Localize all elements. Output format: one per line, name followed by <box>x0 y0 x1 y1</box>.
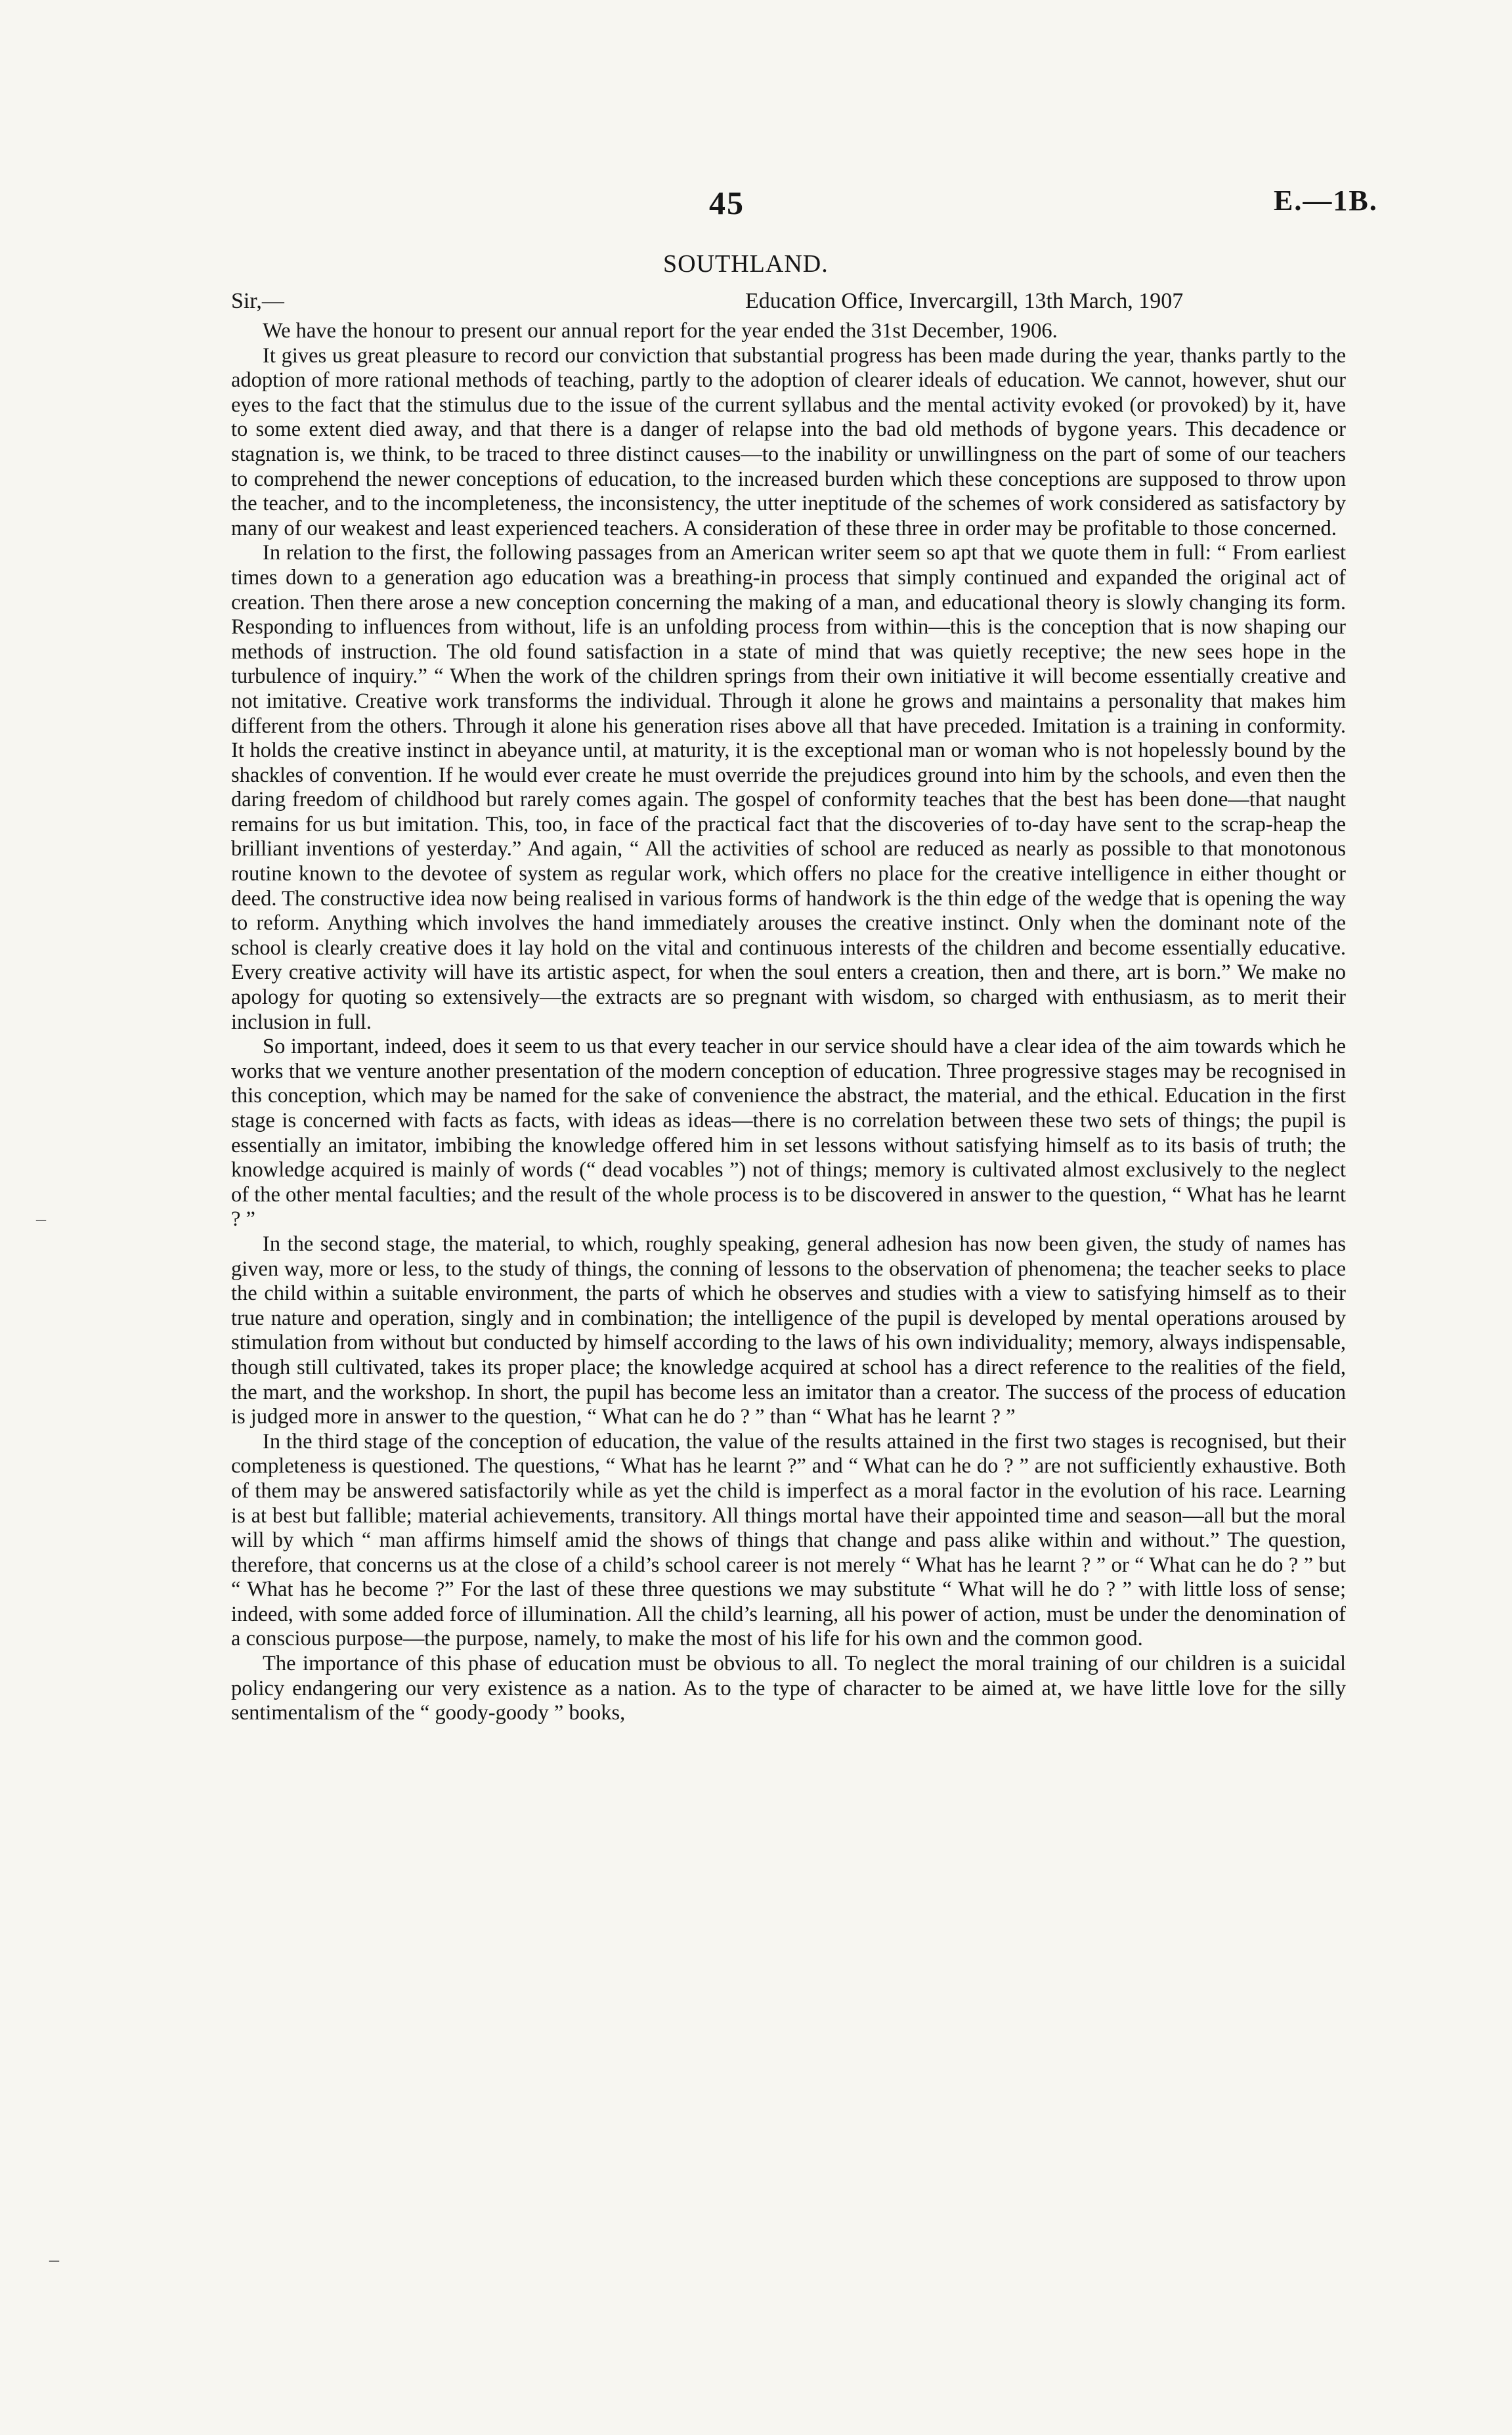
paragraph: In the second stage, the material, to which, roughly speaking, general adhesion has now been given, the study of names has given way, more or less, to the study of things, the conning of lessons to the observation of phenomena; the teacher seeks to place the child within a suitable environment, the parts of which he observes and studies with a view to satisfying himself as to their true nature and operation, singly and in combination; the intelligence of the pupil is developed by mental operations aroused by stimulation from without but conducted by himself according to the laws of his own individuality; memory, always indispensable, though still cultivated, takes its proper place; the knowledge acquired at school has a direct reference to the realities of the field, the mart, and the workshop. In short, the pupil has become less an imitator than a creator. The success of the process of education is judged more in answer to the question, “ What can he do ? ” than “ What has he learnt ? ” <box>231 1232 1346 1429</box>
page-number: 45 <box>709 184 745 221</box>
paragraph: It gives us great pleasure to record our conviction that substantial progress has been made during the year, thanks partly to the adoption of more rational methods of teaching, partly to the adoption of clearer ideals of education. We cannot, however, shut our eyes to the fact that the stimulus due to the issue of the current syllabus and the mental activity evoked (or provoked) by it, have to some extent died away, and that there is a danger of relapse into the bad old methods of bygone years. This decadence or stagnation is, we think, to be traced to three distinct causes—to the inability or unwillingness on the part of some of our teachers to comprehend the newer conceptions of education, to the increased burden which these conceptions are supposed to throw upon the teacher, and to the incompleteness, the inconsistency, the utter ineptitude of the schemes of work considered as satisfactory by many of our weakest and least experienced teachers. A consideration of these three in order may be profitable to those concerned. <box>231 343 1346 540</box>
paragraph: In the third stage of the conception of education, the value of the results attained in the first two stages is recognised, but their completeness is questioned. The questions, “ What has he learnt ?” and “ What can he do ? ” are not sufficiently exhaustive. Both of them may be answered satisfactorily while as yet the child is imperfect as a moral factor in the evolution of his race. Learning is at best but fallible; material achievements, transitory. All things mortal have their appointed time and season—all but the moral will by which “ man affirms himself amid the shows of things that change and pass alike within and without.” The question, therefore, that concerns us at the close of a child’s school career is not merely “ What has he learnt ? ” or “ What can he do ? ” but “ What has he become ?” For the last of these three questions we may substitute “ What will he do ? ” with little loss of sense; indeed, with some added force of illumination. All the child’s learning, all his power of action, must be under the denomination of a conscious purpose—the purpose, namely, to make the most of his life for his own and the common good. <box>231 1429 1346 1651</box>
paragraph: So important, indeed, does it seem to us that every teacher in our service should have a clear idea of the aim towards which he works that we venture another presentation of the modern conception of education. Three progressive stages may be recognised in this conception, which may be named for the sake of convenience the abstract, the material, and the ethical. Education in the first stage is concerned with facts as facts, with ideas as ideas—there is no correlation between these two sets of things; the pupil is essentially an imitator, imbibing the knowledge offered him in set lessons without satisfying himself as to its basis of truth; the knowledge acquired is mainly of words (“ dead vocables ”) not of things; memory is cultivated almost exclusively to the neglect of the other mental faculties; and the result of the whole process is to be discovered in answer to the question, “ What has he learnt ? ” <box>231 1035 1346 1232</box>
margin-dash: – <box>36 1208 46 1230</box>
dateline: Education Office, Invercargill, 13th March, 1907 <box>745 289 1184 313</box>
report-body <box>231 319 1346 1726</box>
paragraph: The importance of this phase of education must be obvious to all. To neglect the moral training of our children is a suicidal policy endangering our very existence as a nation. As to the type of character to be aimed at, we have little love for the silly sentimentalism of the “ goody-goody ” books, <box>231 1652 1346 1725</box>
paper-reference: E.—1B. <box>1274 184 1378 217</box>
paragraph: We have the honour to present our annual report for the year ended the 31st December, 1906. <box>263 319 1058 343</box>
margin-dash: – <box>49 2249 59 2270</box>
section-heading: SOUTHLAND. <box>663 250 829 278</box>
salutation: Sir,— <box>231 289 284 313</box>
paragraph: In relation to the first, the following passages from an American writer seem so apt that we quote them in full: “ From earliest times down to a generation ago education was a breathing-in process that simply continued and expanded the original act of creation. Then there arose a new conception concerning the making of a man, and educational theory is slowly changing its form. Responding to influences from without, life is an unfolding process from within—this is the conception that is now shaping our methods of instruction. The old found satisfaction in a state of mind that was quietly receptive; the new sees hope in the turbulence of inquiry.” “ When the work of the children springs from their own initiative it will become essentially creative and not imitative. Creative work transforms the individual. Through it alone he grows and maintains a personality that makes him different from the others. Through it alone his generation rises above all that have preceded. Imitation is a training in conformity. It holds the creative instinct in abeyance until, at maturity, it is the exceptional man or woman who is not hopelessly bound by the shackles of convention. If he would ever create he must override the prejudices ground into him by the schools, and even then the daring freedom of childhood but rarely comes again. The gospel of conformity teaches that the best has been done—that naught remains for us but imitation. This, too, in face of the practical fact that the discoveries of to-day have sent to the scrap-heap the brilliant inventions of yesterday.” And again, “ All the activities of school are reduced as nearly as possible to that monotonous routine known to the devotee of system as regular work, which offers no place for the creative intelligence in either thought or deed. The constructive idea now being realised in various forms of handwork is the thin edge of the wedge that is opening the way to reform. Anything which involves the hand immediately arouses the creative instinct. Only when the dominant note of the school is clearly creative does it lay hold on the vital and continuous interests of the children and become essentially educative. Every creative activity will have its artistic aspect, for when the soul enters a creation, then and there, art is born.” We make no apology for quoting so extensively—the extracts are so pregnant with wisdom, so charged with enthusiasm, as to merit their inclusion in full. <box>231 541 1346 1034</box>
